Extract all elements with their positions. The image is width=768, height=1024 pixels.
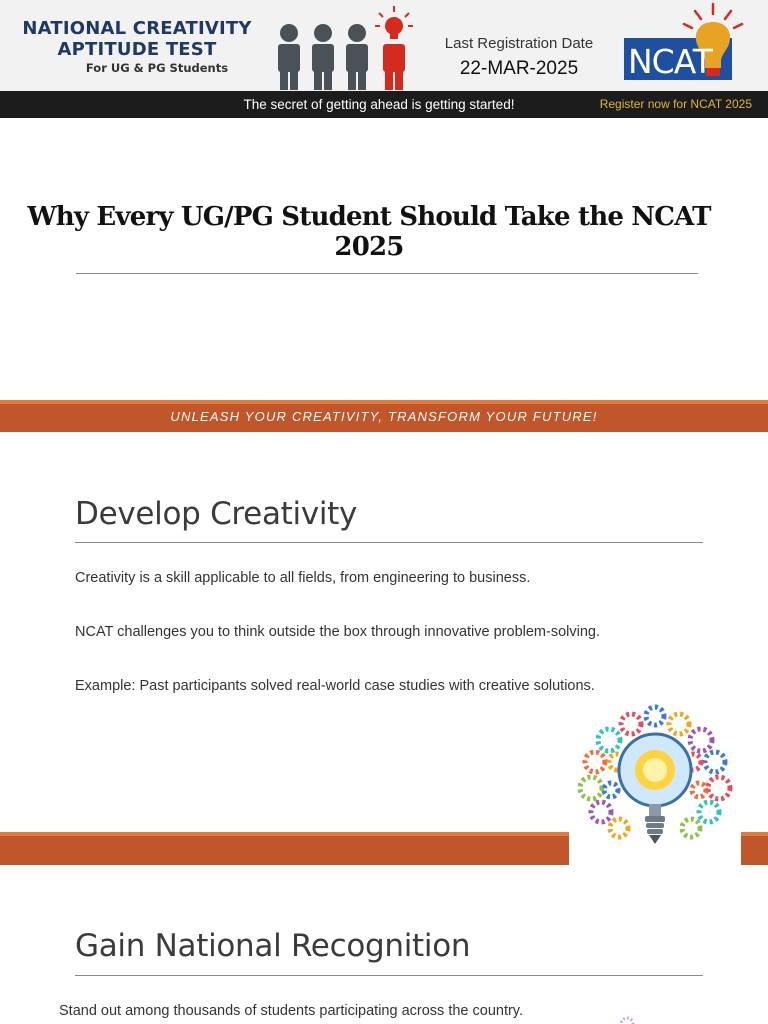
paragraph: Example: Past participants solved real-world case studies with creative solutions. (75, 678, 595, 694)
brand-subtitle: For UG & PG Students (85, 61, 229, 75)
lightbulb-gears-icon (569, 700, 741, 866)
section-heading-national-recognition: Gain National Recognition (75, 928, 471, 964)
header-banner (0, 0, 768, 118)
section-heading-develop-creativity: Develop Creativity (75, 496, 358, 532)
brand-title-line2: APTITUDE TEST (57, 39, 217, 60)
title-divider (76, 273, 698, 274)
paragraph: Stand out among thousands of students participating across the country. (59, 1003, 524, 1019)
paragraph: Creativity is a skill applicable to all fields, from engineering to business. (75, 570, 531, 586)
brand-title-line1: NATIONAL CREATIVITY (22, 18, 252, 39)
people-group-icon (273, 4, 418, 90)
banner-top (0, 0, 768, 91)
registration-info (426, 34, 612, 82)
section-divider (75, 975, 703, 976)
tagline-band-text: UNLEASH YOUR CREATIVITY, TRANSFORM YOUR FUTURE! (170, 409, 598, 424)
registration-date: 22-MAR-2025 (459, 58, 579, 79)
decorative-gear-icon (605, 1012, 645, 1024)
brand-block (22, 18, 252, 76)
section-divider (75, 542, 703, 543)
registration-label: Last Registration Date (444, 35, 594, 52)
register-now-link[interactable]: Register now for NCAT 2025 (599, 97, 752, 111)
banner-strip (0, 91, 768, 118)
banner-tagline: The secret of getting ahead is getting started! (243, 97, 515, 112)
paragraph: NCAT challenges you to think outside the box through innovative problem-solving. (75, 624, 600, 640)
page-title: Why Every UG/PG Student Should Take the NCAT 2025 (27, 202, 711, 262)
tagline-band (0, 400, 768, 432)
ncat-logo-text: NCAT (628, 42, 712, 81)
